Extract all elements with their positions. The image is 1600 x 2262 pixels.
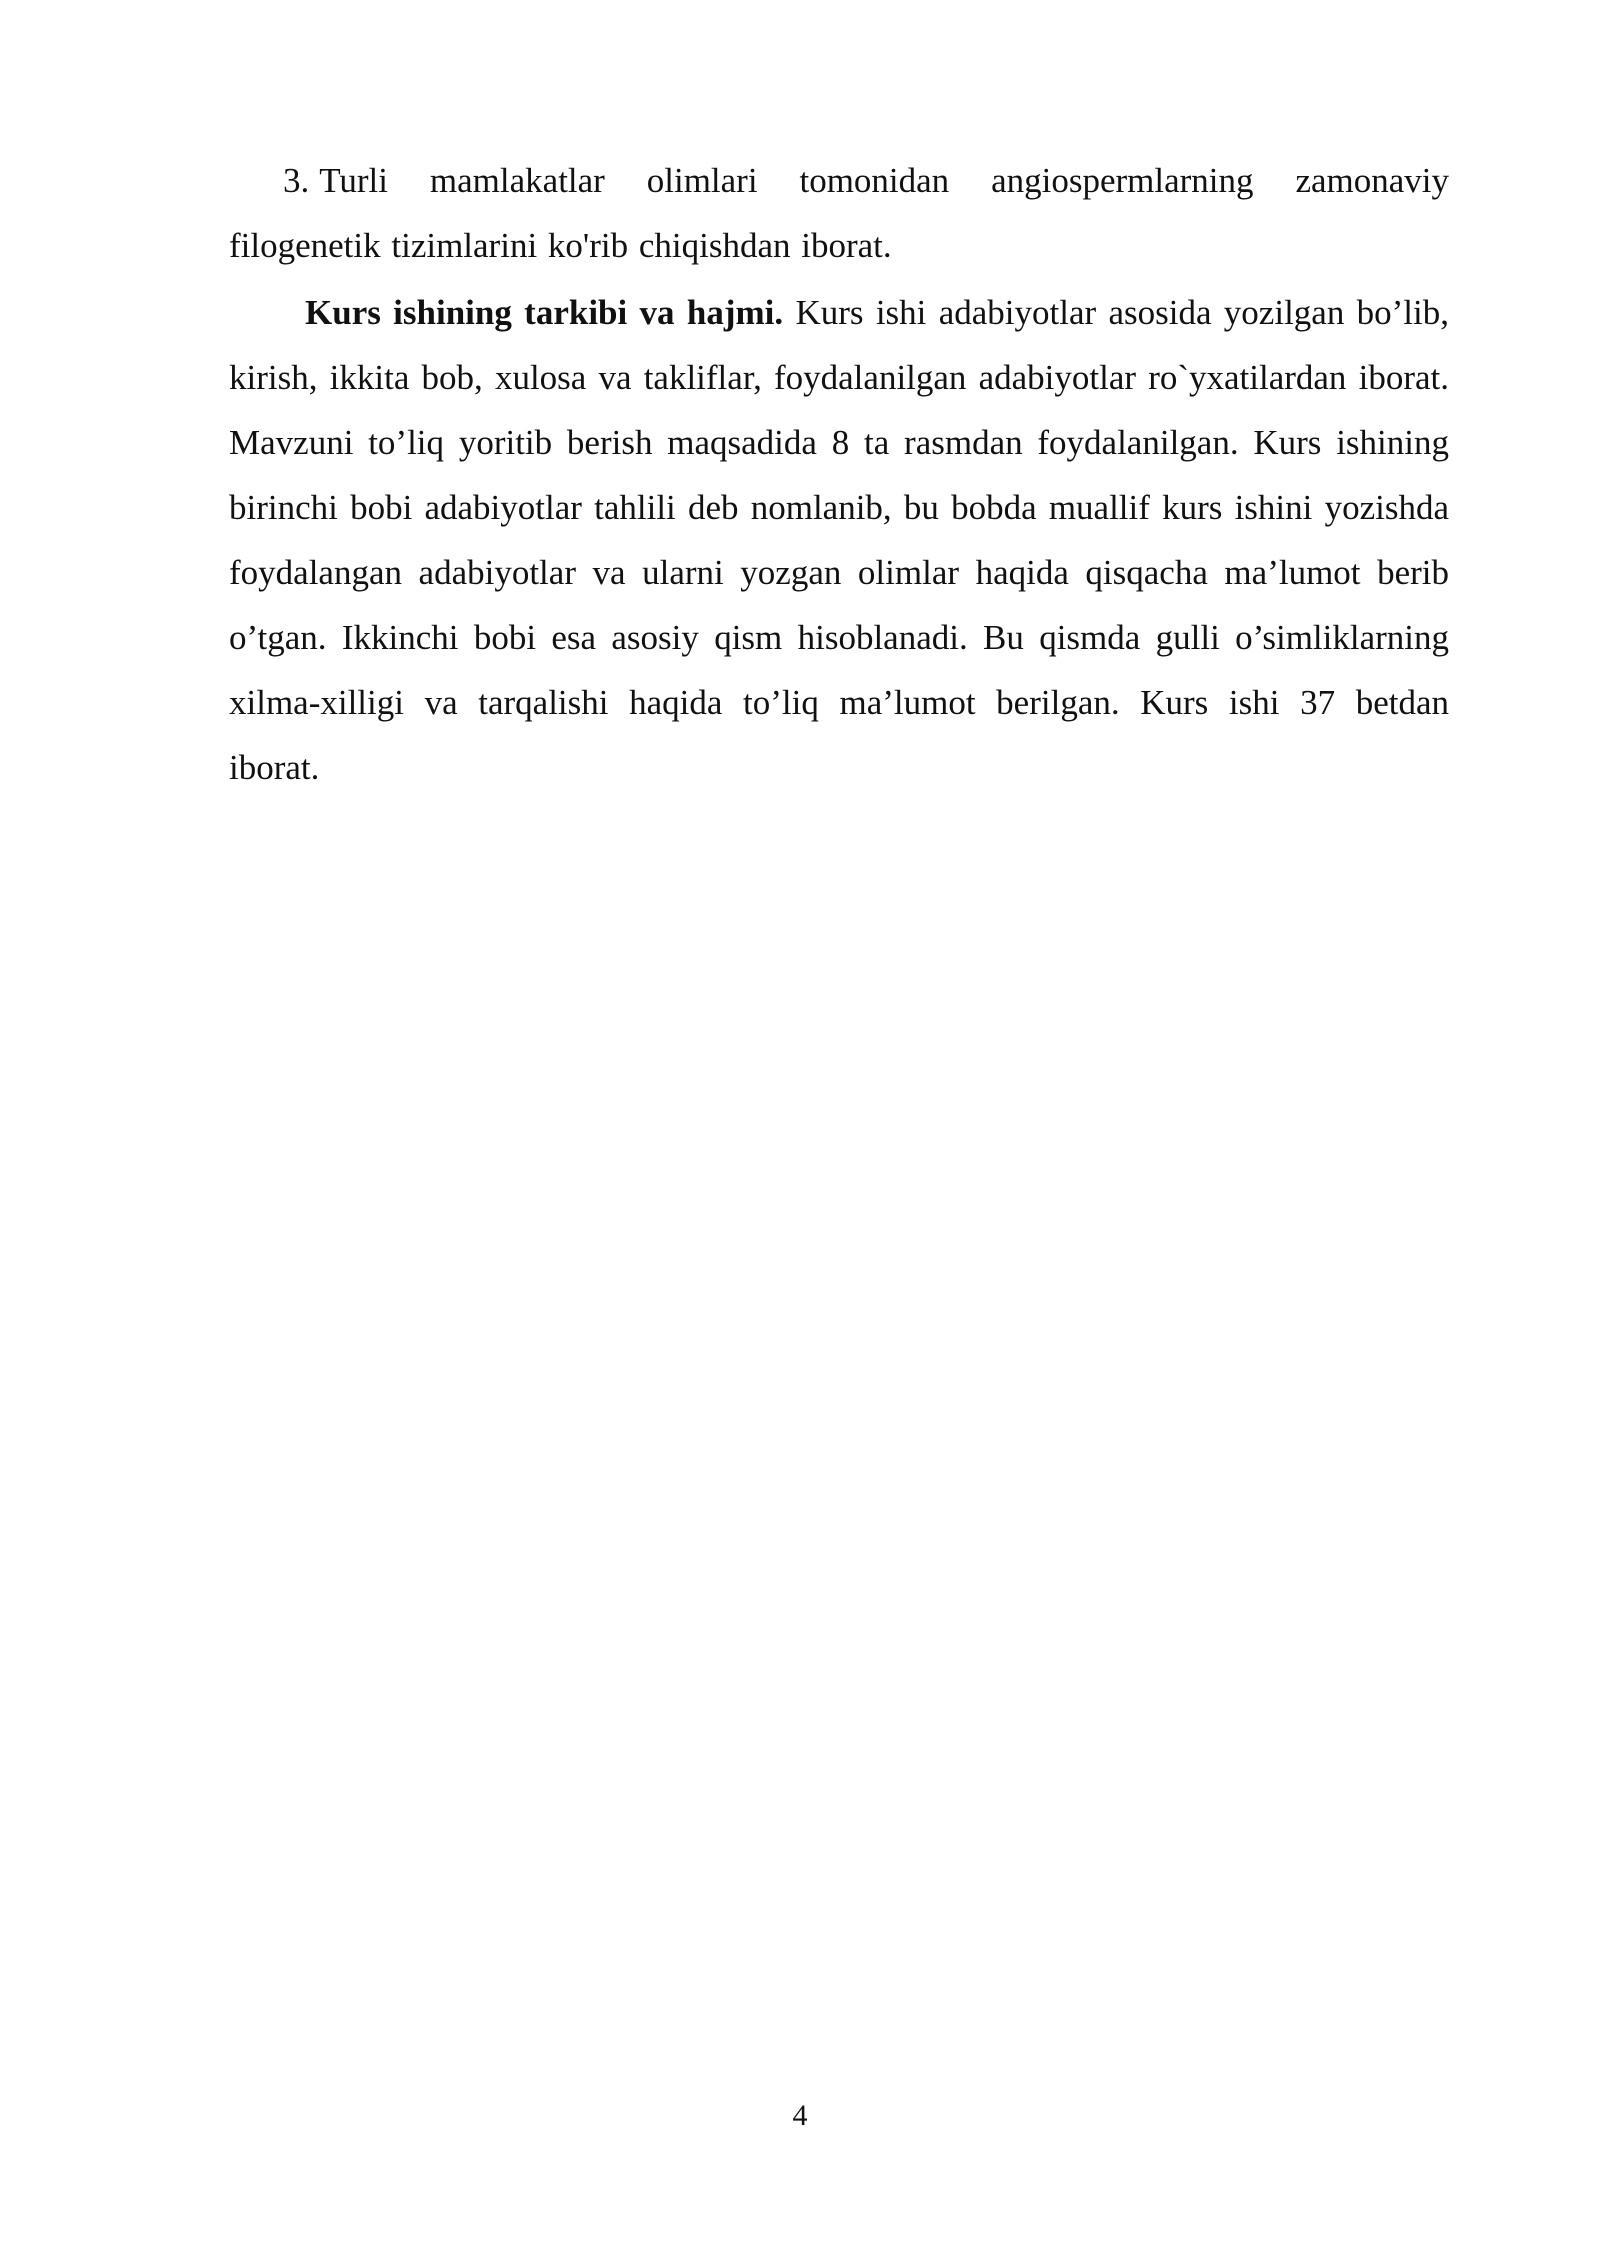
paragraph-objective-3 xyxy=(229,148,1449,278)
paragraph-structure-and-volume xyxy=(229,280,1449,800)
list-number: 3. xyxy=(283,161,310,200)
paragraph-heading: Kurs ishining tarkibi va hajmi. xyxy=(305,293,784,332)
body-text xyxy=(229,148,1449,800)
paragraph-text: Kurs ishi adabiyotlar asosida yozilgan bo’lib, kirish, ikkita bob, xulosa va takliflar, foydalanilgan adabiyotlar ro`yxatilardan iborat. Mavzuni to’liq yoritib berish maqsadida 8 ta rasmdan foydalanilgan. Kurs ishining birinchi bobi adabiyotlar tahlili deb nomlanib, bu bobda muallif kurs ishini yozishda foydalangan adabiyotlar va ularni yozgan olimlar haqida qisqacha ma’lumot berib o’tgan. Ikkinchi bobi esa asosiy qism hisoblanadi. Bu qismda gulli o’simliklarning xilma-xilligi va tarqalishi haqida to’liq ma’lumot berilgan. Kurs ishi 37 betdan iborat. xyxy=(229,293,1449,787)
page-number: 4 xyxy=(792,2099,808,2132)
paragraph-text: Turli mamlakatlar olimlari tomonidan angiospermlarning zamonaviy filogenetik tizimlarini ko'rib chiqishdan iborat. xyxy=(229,161,1449,265)
